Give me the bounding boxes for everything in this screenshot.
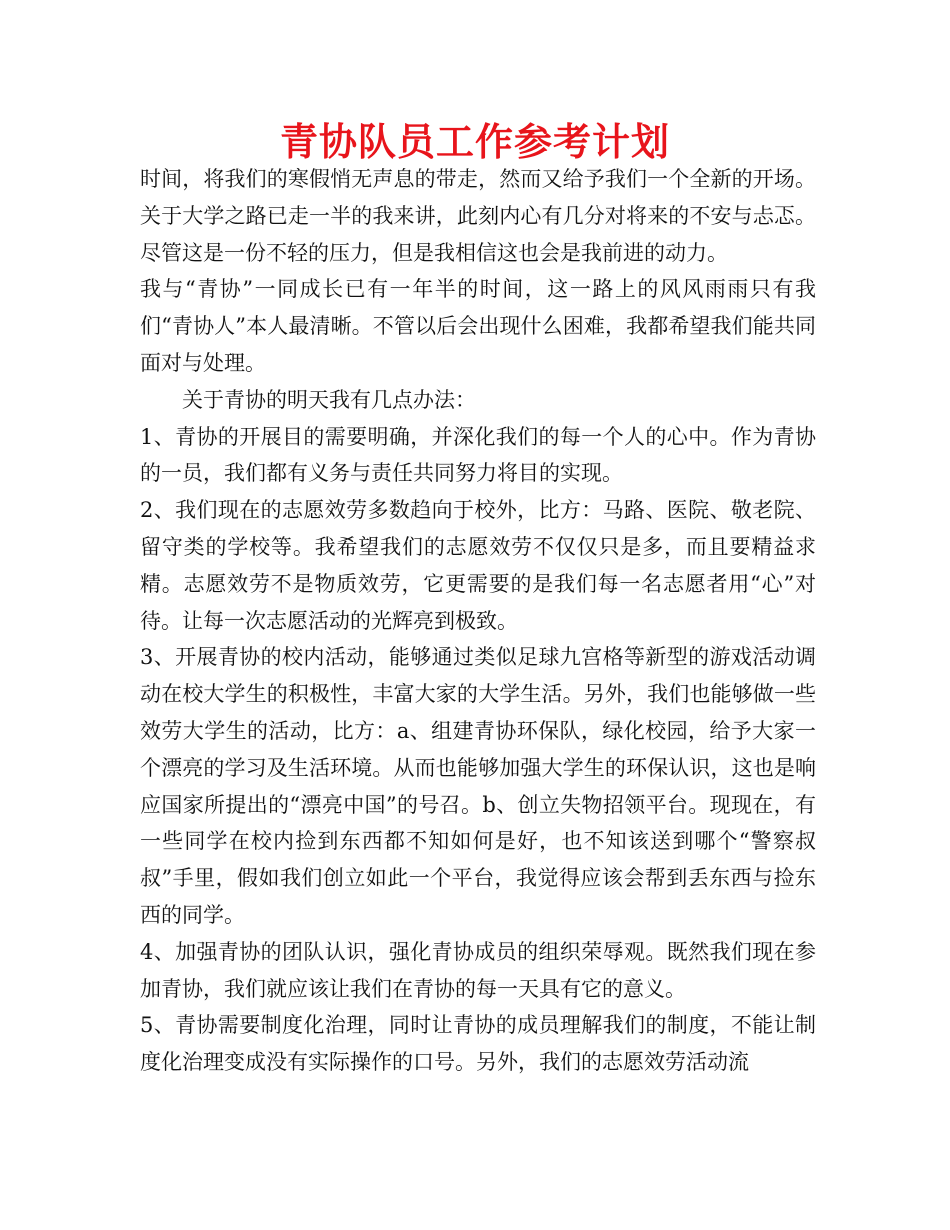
document-body	[140, 161, 816, 1081]
paragraph-item-3: 3、开展青协的校内活动，能够通过类似足球九宫格等新型的游戏活动调动在校大学生的积极性，丰富大家的大学生活。另外，我们也能够做一些效劳大学生的活动，比方：a、组建青协环保队，绿化校园，给予大家一个漂亮的学习及生活环境。从而也能够加强大学生的环保认识，这也是响应国家所提出的“漂亮中国”的号召。b、创立失物招领平台。现现在，有一些同学在校内捡到东西都不知如何是好，也不知该送到哪个“警察叔叔”手里，假如我们创立如此一个平台，我觉得应该会帮到丢东西与捡东西的同学。	[140, 645, 816, 927]
paragraph-item-2: 2、我们现在的志愿效劳多数趋向于校外，比方：马路、医院、敬老院、留守类的学校等。我希望我们的志愿效劳不仅仅只是多，而且要精益求精。志愿效劳不是物质效劳，它更需要的是我们每一名志愿者用“心”对待。让每一次志愿活动的光辉亮到极致。	[140, 498, 816, 633]
paragraph-item-1: 1、青协的开展目的需要明确，并深化我们的每一个人的心中。作为青协的一员，我们都有义务与责任共同努力将目的实现。	[140, 424, 816, 486]
paragraph-growth: 我与“青协”一同成长已有一年半的时间，这一路上的风风雨雨只有我们“青协人”本人最清晰。不管以后会出现什么困难，我都希望我们能共同面对与处理。	[140, 277, 816, 375]
paragraph-ideas-heading: 关于青协的明天我有几点办法：	[182, 387, 476, 412]
paragraph-intro: 时间，将我们的寒假悄无声息的带走，然而又给予我们一个全新的开场。关于大学之路已走一半的我来讲，此刻内心有几分对将来的不安与忐忑。尽管这是一份不轻的压力，但是我相信这也会是我前进的动力。	[140, 167, 816, 265]
document-title: 青协队员工作参考计划	[279, 120, 670, 164]
paragraph-item-4: 4、加强青协的团队认识，强化青协成员的组织荣辱观。既然我们现在参加青协，我们就应该让我们在青协的每一天具有它的意义。	[140, 939, 816, 1001]
paragraph-item-5: 5、青协需要制度化治理，同时让青协的成员理解我们的制度，不能让制度化治理变成没有实际操作的口号。另外，我们的志愿效劳活动流	[140, 1013, 816, 1075]
